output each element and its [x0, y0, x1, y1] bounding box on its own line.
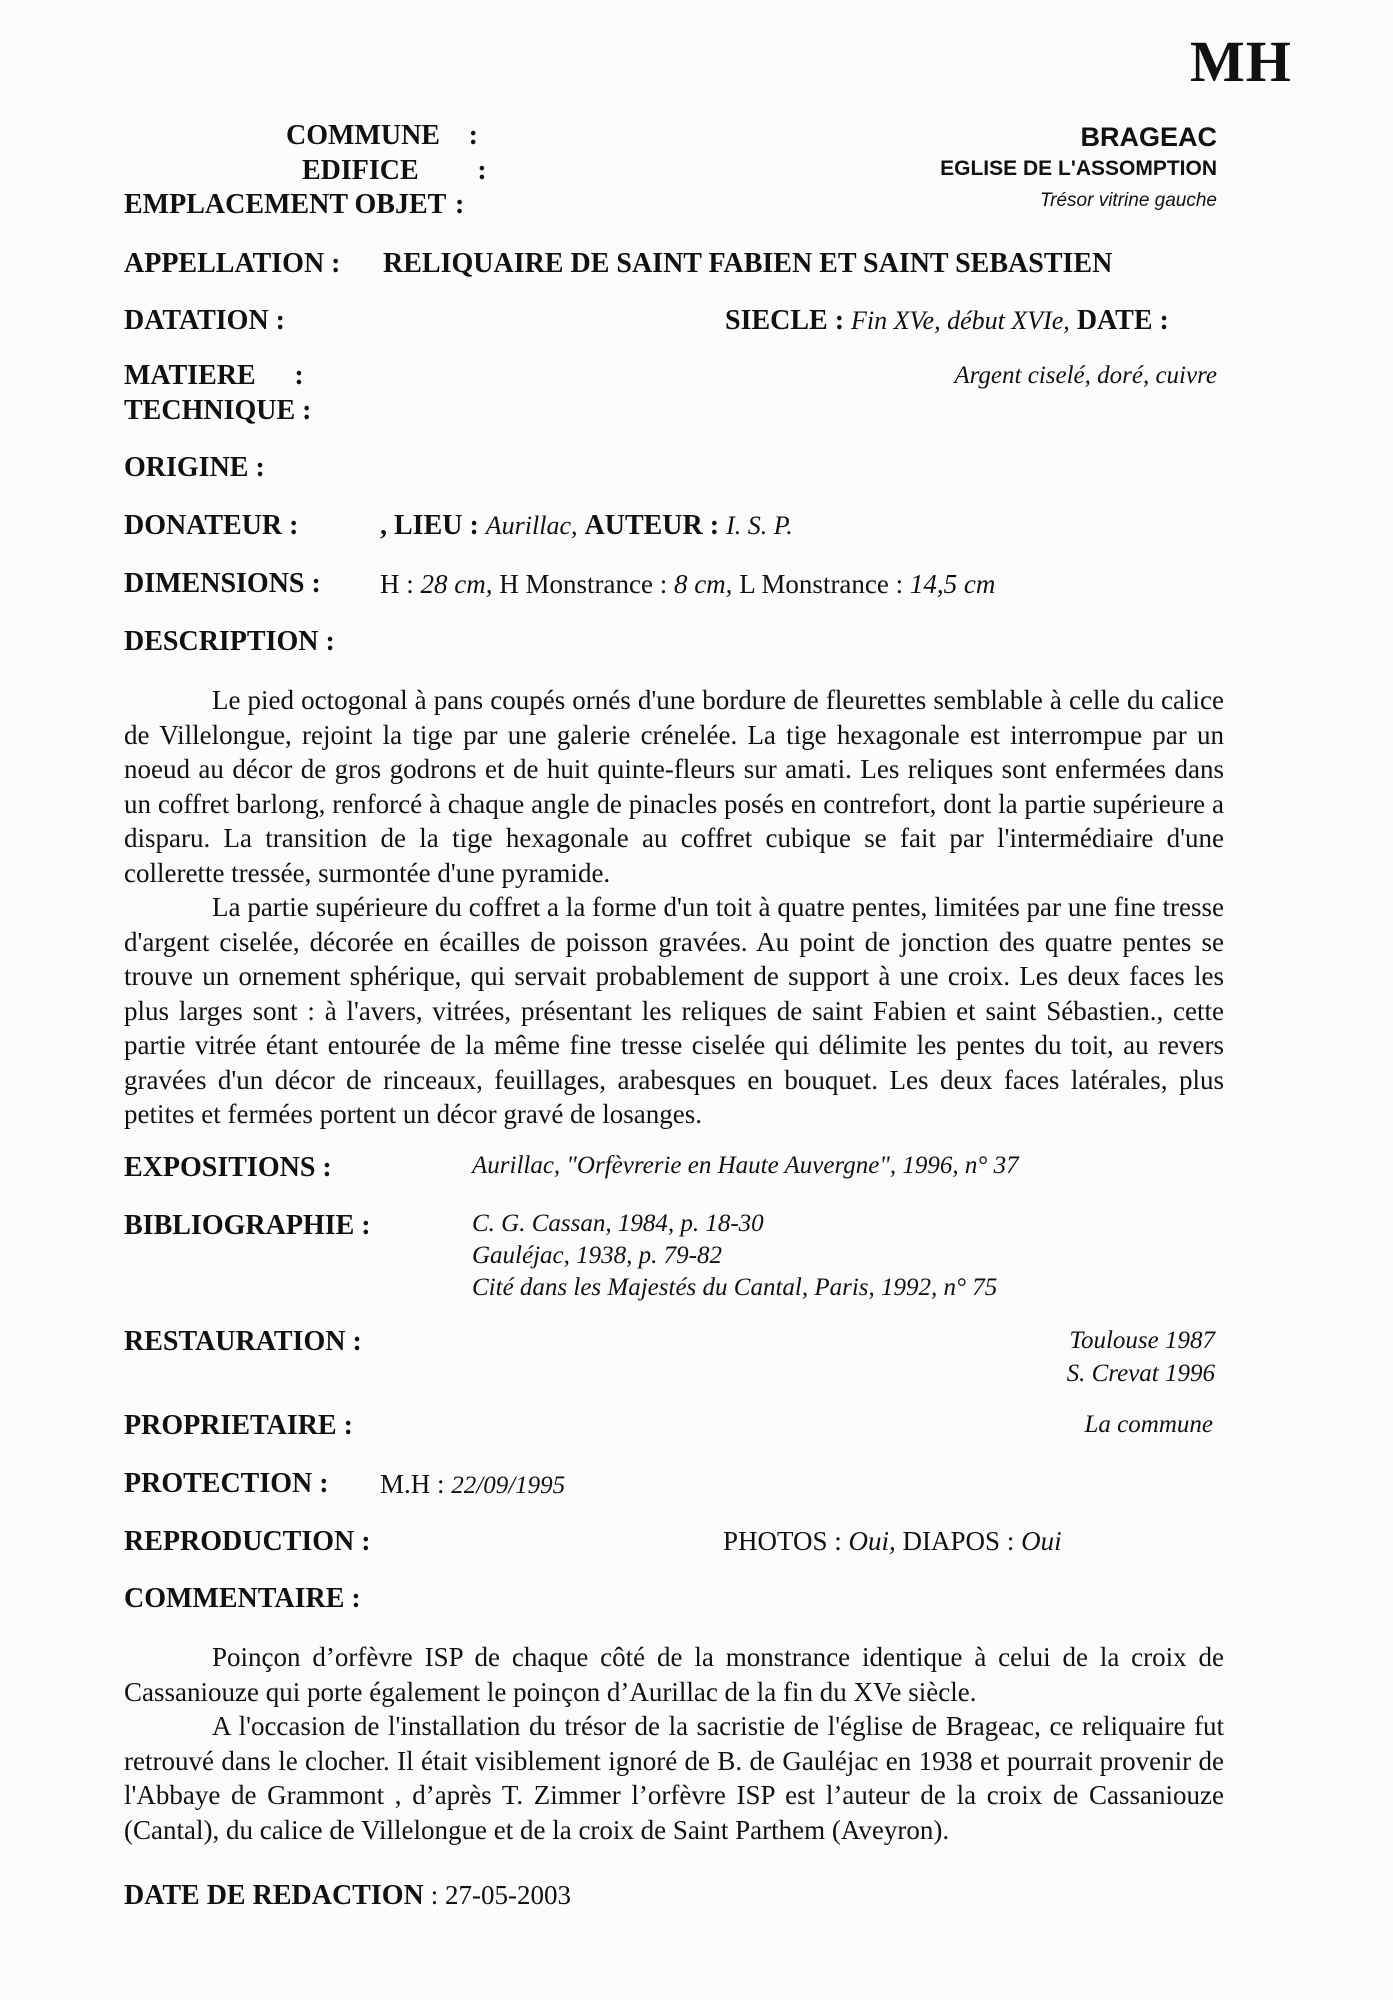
commune-value: BRAGEAC — [1080, 122, 1217, 152]
commentaire-label: COMMENTAIRE : — [124, 1583, 361, 1614]
commentaire-text — [124, 1640, 1224, 1847]
appellation-value: RELIQUAIRE DE SAINT FABIEN ET SAINT SEBASTIEN — [383, 248, 1113, 279]
matiere-value: Argent ciselé, doré, cuivre — [954, 362, 1217, 389]
description-label: DESCRIPTION : — [124, 626, 335, 657]
restauration-label: RESTAURATION : — [124, 1326, 362, 1357]
proprietaire-value: La commune — [1084, 1411, 1213, 1438]
commentaire-paragraph: A l'occasion de l'installation du trésor de la sacristie de l'église de Brageac, ce reliquaire fut retrouvé dans le clocher. Il était visiblement ignoré de B. de Gauléjac en 1938 et pourrait provenir de l'Abbaye de Grammont , d’après T. Zimmer l’orfèvre ISP est l’auteur de la croix de Cassaniouze (Cantal), du calice de Villelongue et de la croix de Saint Parthem (Aveyron). — [124, 1711, 1224, 1845]
protection-label: PROTECTION : — [124, 1468, 329, 1499]
technique-label: TECHNIQUE : — [124, 395, 312, 426]
donateur-details: , LIEU : Aurillac, AUTEUR : I. S. P. — [380, 510, 793, 541]
bibliographie-entry: Cité dans les Majestés du Cantal, Paris, 1992, n° 75 — [472, 1274, 998, 1301]
expositions-value: Aurillac, "Orfèvrerie en Haute Auvergne", 1996, n° 37 — [472, 1152, 1019, 1179]
date-redaction: DATE DE REDACTION : 27-05-2003 — [124, 1880, 571, 1911]
protection-value: M.H : 22/09/1995 — [380, 1469, 566, 1499]
reproduction-value: PHOTOS : Oui, DIAPOS : Oui — [723, 1526, 1062, 1556]
proprietaire-label: PROPRIETAIRE : — [124, 1410, 353, 1441]
dimensions-value: H : 28 cm, H Monstrance : 8 cm, L Monstrance : 14,5 cm — [380, 569, 996, 599]
matiere-label: MATIERE : — [124, 360, 304, 391]
appellation-label: APPELLATION : — [124, 248, 341, 279]
dimensions-label: DIMENSIONS : — [124, 568, 321, 599]
emplacement-value: Trésor vitrine gauche — [1039, 190, 1217, 211]
bibliographie-list — [472, 1208, 997, 1304]
datation-label: DATATION : — [124, 305, 285, 336]
description-paragraph: La partie supérieure du coffret a la forme d'un toit à quatre pentes, limitées par une fine tresse d'argent ciselée, décorée en écailles de poisson gravées. Au point de jonction des quatre pentes se trouve un ornement sphérique, qui servait probablement de support à une croix. Les deux faces les plus larges sont : à l'avers, vitrées, présentant les reliques de saint Fabien et saint Sébastien., cette partie vitrée étant entourée de la même fine tresse ciselée qui délimite les pentes du toit, au revers gravées d'un décor de rinceaux, feuillages, arabesques en bouquet. Les deux faces latérales, plus petites et fermées portent un décor gravé de losanges. — [124, 892, 1224, 1129]
edifice-label: EDIFICE : — [302, 155, 487, 186]
bibliographie-label: BIBLIOGRAPHIE : — [124, 1210, 371, 1241]
emplacement-label: EMPLACEMENT OBJET : — [124, 189, 465, 220]
expositions-label: EXPOSITIONS : — [124, 1152, 332, 1183]
reproduction-label: REPRODUCTION : — [124, 1526, 371, 1557]
restauration-list — [1067, 1324, 1215, 1390]
description-text — [124, 683, 1224, 1132]
origine-label: ORIGINE : — [124, 452, 265, 483]
mh-badge: MH — [1190, 29, 1292, 94]
restauration-entry: Toulouse 1987 — [1069, 1327, 1215, 1354]
donateur-label: DONATEUR : — [124, 510, 299, 541]
description-paragraph: Le pied octogonal à pans coupés ornés d'une bordure de fleurettes semblable à celle du calice de Villelongue, rejoint la tige par une galerie crénelée. La tige hexagonale est interrompue par un noeud au décor de gros godrons et de huit quinte-fleurs sur amati. Les reliques sont enfermées dans un coffret barlong, renforcé à chaque angle de pinacles posés en contrefort, dont la partie supérieure a disparu. La transition de la tige hexagonale au coffret cubique se fait par l'intermédiaire d'une collerette tressée, surmontée d'une pyramide. — [124, 685, 1224, 888]
datation-siecle: SIECLE : Fin XVe, début XVIe, DATE : — [725, 305, 1169, 336]
bibliographie-entry: C. G. Cassan, 1984, p. 18-30 — [472, 1210, 764, 1237]
commentaire-paragraph: Poinçon d’orfèvre ISP de chaque côté de la monstrance identique à celui de la croix de Cassaniouze qui porte également le poinçon d’Aurillac de la fin du XVe siècle. — [124, 1642, 1224, 1707]
bibliographie-entry: Gauléjac, 1938, p. 79-82 — [472, 1242, 722, 1269]
commune-label: COMMUNE : — [286, 120, 478, 151]
restauration-entry: S. Crevat 1996 — [1066, 1360, 1215, 1387]
edifice-value: EGLISE DE L'ASSOMPTION — [940, 157, 1217, 180]
